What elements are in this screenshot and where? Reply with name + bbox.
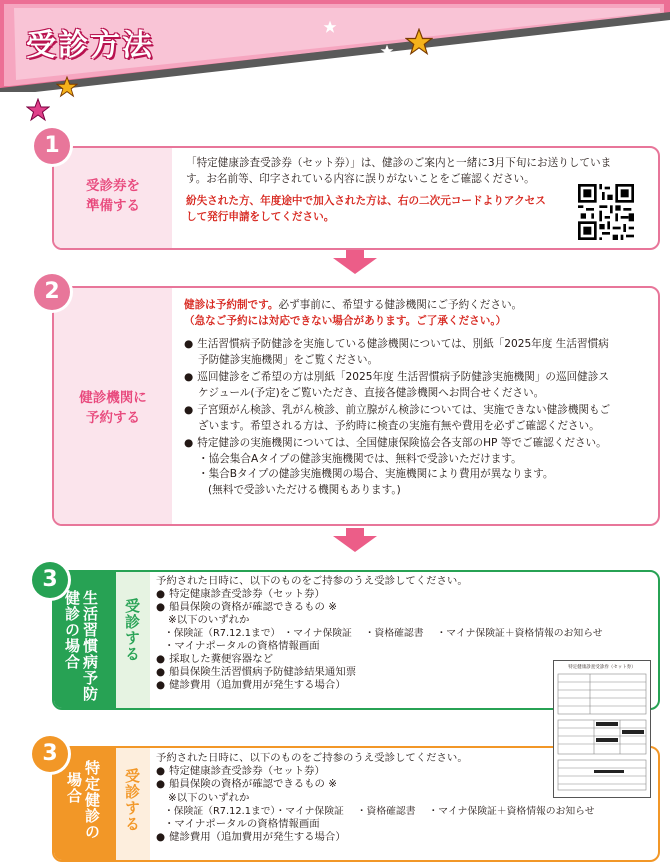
star-icon — [380, 44, 394, 58]
arrow-down-icon — [333, 528, 377, 552]
star-icon — [405, 28, 433, 56]
step2-bullet-3: ● 子宮頸がん検診、乳がん検診、前立腺がん検診については、実施できない健診機関もご ざいます。希望される方は、予約時に検査の実施有無や費用を必ずご確認ください。 — [184, 403, 652, 434]
page-title: 受診方法 — [26, 28, 154, 63]
star-icon — [56, 76, 78, 98]
step2-label: 健診機関に 予約する — [79, 390, 147, 426]
star-icon — [323, 20, 337, 34]
step2-text: 健診は予約制です。必ず事前に、希望する健診機関にご予約ください。 （急なご予約には対応できない場合があります。ご了承ください。） ● 生活習慣病予防健診を実施している健診機関については、別紙「2025年度 生活習慣病 予防健診実施機関」をご覧ください。 ● 巡回健診をご希望の方は別紙「2025年度 生活習慣病予防健診実施機関」の巡回健診ス ケジュール(予定)をご覧いただき、直接各健診機関へお問合せください。 ● 子宮頸がん検診、乳がん検診、前立腺がん検診については、実施できない健診機関もご ざいます。希望される方は、予約時に検査の実施有無や費用を必ずご確認ください。 ● 特定健診の実施機関については、全国健康保険協会各支部のHP 等でご確認ください。 ・協会集合Aタイプの健診実施機関では、無料で受診いただけます。 ・集合Bタイプの健診実施機関の場合、実施機関により費用が異なります。 (無料で受診いただける機関もあります。) — [184, 298, 652, 498]
step3a-badge: 3 — [32, 562, 68, 598]
step3b-side-label-col2: 場合 — [65, 772, 83, 804]
step3b-badge: 3 — [32, 736, 68, 772]
step1-text: 「特定健康診査受診券（セット券）」は、健診のご案内と一緒に3月下旬にお送りしていま す。お名前等、印字されている内容に誤りがないことをご確認ください。 紛失された方、年度途中で加入された方は、右の二次元コードよりアクセス して発行申請をしてください。 — [186, 157, 612, 223]
step1-badge: 1 — [34, 128, 70, 164]
step2-bullet-4: ● 特定健診の実施機関については、全国健康保険協会各支部のHP 等でご確認ください。 ・協会集合Aタイプの健診実施機関では、無料で受診いただけます。 ・集合Bタイプの健診実施機関の場合、実施機関により費用が異なります。 (無料で受診いただける機関もあります。) — [184, 436, 652, 498]
step2-badge: 2 — [34, 274, 70, 310]
step3b-side-label-col1: 特定健診の — [83, 760, 101, 840]
step3a-action-label: 受診する — [123, 598, 141, 662]
star-icon — [26, 98, 50, 122]
step3b-action-label: 受診する — [123, 768, 141, 832]
step1-label: 受診券を 準備する — [86, 178, 140, 214]
step3a-side-label-col2: 健診の場合 — [63, 590, 81, 670]
qr-code-icon[interactable] — [578, 184, 634, 240]
step2-bullet-2: ● 巡回健診をご希望の方は別紙「2025年度 生活習慣病予防健診実施機関」の巡回健診ス ケジュール(予定)をご覧いただき、直接各健診機関へお問合せください。 — [184, 370, 652, 401]
arrow-down-icon — [333, 250, 377, 274]
step3a-text: 予約された日時に、以下のものをご持参のうえ受診してください。 ● 特定健康診査受診券（セット券） ● 船員保険の資格が確認できるもの ※ ※以下のいずれか ・保険証（R7.12.1まで） ・マイナ保険証 ・資格確認書 ・マイナ保険証＋資格情報のお知らせ ・マイナポータルの資格情報画面 ● 採取した糞便容器など ● 船員保険生活習慣病予防健診結果通知票 ● 健診費用（追加費用が発生する場合） — [156, 575, 656, 692]
step2-bullet-1: ● 生活習慣病予防健診を実施している健診機関については、別紙「2025年度 生活習慣病 予防健診実施機関」をご覧ください。 — [184, 337, 652, 368]
step3b-text: 予約された日時に、以下のものをご持参のうえ受診してください。 ● 特定健康診査受診券（セット券） ● 船員保険の資格が確認できるもの ※ ※以下のいずれか ・保険証（R7.12.1まで）・マイナ保険証 ・資格確認書 ・マイナ保険証＋資格情報のお知らせ ・マイナポータルの資格情報画面 ● 健診費用（追加費用が発生する場合） — [156, 752, 656, 844]
certificate-form-lines — [554, 670, 650, 796]
step3a-side-label-col1: 生活習慣病予防 — [81, 590, 99, 702]
certificate-illustration: 特定健康診査受診券（セット券） — [553, 660, 651, 798]
